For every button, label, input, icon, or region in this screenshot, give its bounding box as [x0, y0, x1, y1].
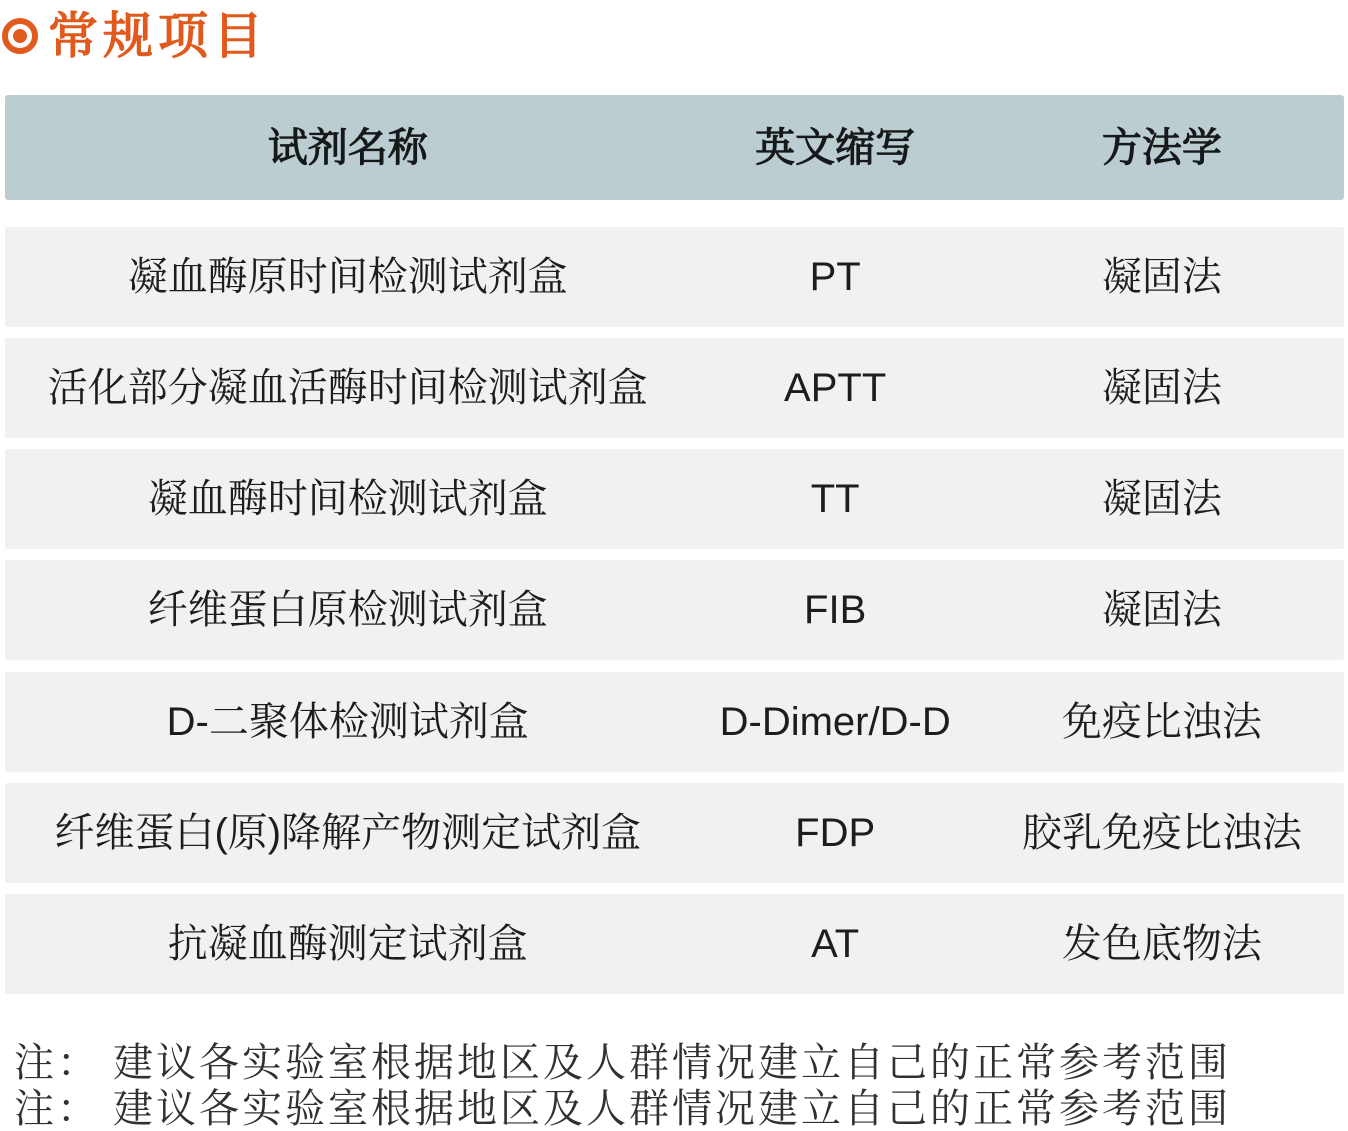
cell-methodology: 发色底物法	[1061, 922, 1262, 966]
cell-reagent-name: 纤维蛋白(原)降解产物测定试剂盒	[54, 811, 642, 855]
table-row	[5, 783, 1344, 883]
reagent-table	[5, 95, 1344, 994]
cell-abbreviation: PT	[809, 255, 861, 299]
cell-abbreviation: APTT	[784, 366, 887, 410]
cell-reagent-name: 凝血酶时间检测试剂盒	[147, 477, 548, 521]
footnote-overflow-clipped: 注： 建议各实验室根据地区及人群情况建立自己的正常参考范围	[14, 1086, 1231, 1131]
cell-reagent-name: 纤维蛋白原检测试剂盒	[147, 588, 548, 632]
cell-abbreviation: FIB	[804, 588, 867, 632]
cell-abbreviation: AT	[811, 922, 860, 966]
table-header-row	[5, 95, 1344, 200]
section-title	[0, 0, 1348, 64]
cell-abbreviation: FDP	[795, 811, 876, 855]
cell-reagent-name: 活化部分凝血活酶时间检测试剂盒	[47, 366, 648, 410]
cell-methodology: 凝固法	[1101, 366, 1222, 410]
cell-methodology: 免疫比浊法	[1061, 700, 1262, 744]
cell-abbreviation: TT	[810, 477, 860, 521]
table-row	[5, 560, 1344, 660]
bullseye-dot	[13, 29, 27, 43]
cell-methodology: 凝固法	[1101, 477, 1222, 521]
cell-methodology: 胶乳免疫比浊法	[1021, 811, 1302, 855]
column-header-reagent-name: 试剂名称	[267, 125, 428, 170]
table-row	[5, 449, 1344, 549]
table-row	[5, 894, 1344, 994]
cell-methodology: 凝固法	[1101, 255, 1222, 299]
footnote: 注： 建议各实验室根据地区及人群情况建立自己的正常参考范围	[14, 1040, 1231, 1085]
cell-methodology: 凝固法	[1101, 588, 1222, 632]
column-header-methodology: 方法学	[1101, 125, 1222, 170]
table-row	[5, 338, 1344, 438]
table-row	[5, 672, 1344, 772]
cell-reagent-name: 凝血酶原时间检测试剂盒	[127, 255, 568, 299]
page-title: 常规项目	[48, 8, 268, 64]
bullseye-icon	[2, 18, 38, 54]
table-row	[5, 227, 1344, 327]
cell-reagent-name: D-二聚体检测试剂盒	[166, 700, 529, 744]
cell-reagent-name: 抗凝血酶测定试剂盒	[167, 922, 528, 966]
column-header-abbreviation: 英文缩写	[755, 125, 916, 170]
cell-abbreviation: D-Dimer/D-D	[719, 700, 951, 744]
